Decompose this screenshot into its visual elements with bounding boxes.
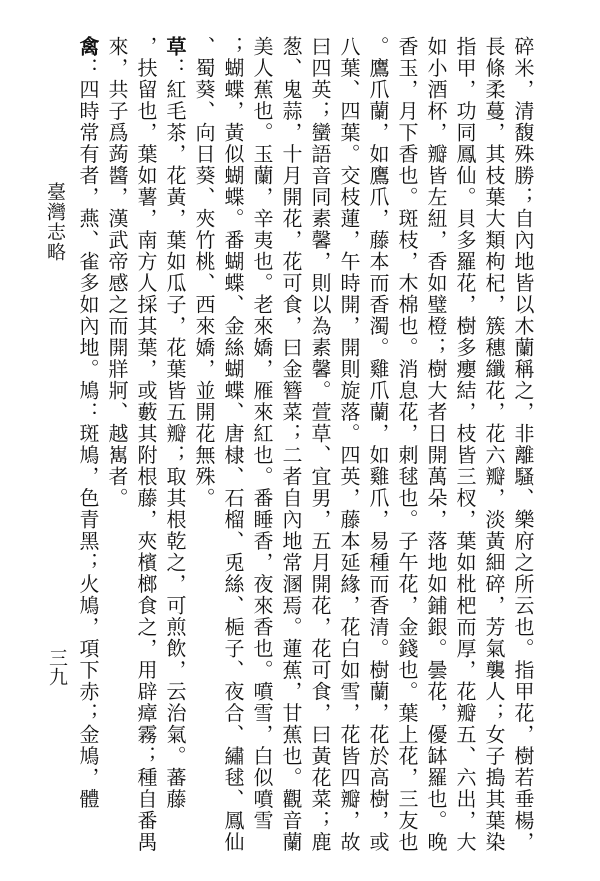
text-column: 葱、鬼蒜，十月開花，花可食，曰金簪菜；二者自內地常溷焉。蓮蕉，甘蕉也。觀音蘭 [279,36,303,853]
text-column: ；蝴蝶，黃似蝴蝶。番蝴蝶、金絲蝴蝶、唐棣、石榴、兎絲、梔子、夜合、繡毬、鳳仙 [221,36,245,853]
text-column: 碎米，清馥殊勝；自內地皆以木蘭稱之，非離騷、樂府之所云也。指甲花，樹若垂楊， [511,36,535,853]
text-column: 來，共子爲蒟醬，漢武帝感之而開牂牁、越嶲者。 [105,36,129,509]
text-column: 美人蕉也。玉蘭，辛夷也。老來嬌，雁來紅也。番睡香，夜來香也。噴雪，白似噴雪 [250,36,274,832]
text-column: 香玉，月下香也。斑枝，木棉也。消息花，刺毬也。子午花，金錢也。葉上花，三友也 [395,36,419,853]
text-column: 指甲，功同鳳仙。貝多羅花，樹多癭結，枝皆三杈，葉如枇杷而厚，花瓣五、六出，大 [453,36,477,853]
page-number: 三九 [46,648,68,686]
text-column: 如小酒杯，瓣皆左紐，香如璧橙；樹大者日開萬朵，落地如鋪銀。曇花，優缽羅也。晚 [424,36,448,853]
text-column: 禽：四時常有者，燕、雀多如內地。鳩：斑鳩，色青黑；火鳩，項下赤；金鳩，體 [76,36,100,810]
text-column: 曰四英；蠻語音同素馨，則以為素馨。萱草、宜男，五月開花，花可食，曰黃花菜；鹿 [308,36,332,853]
text-column: 長條柔蔓，其枝葉大類枸杞，簇穗纖花，花六瓣，淡黃細碎，芳氣襲人；女子搗其葉染 [482,36,506,853]
text-column: 八葉、四葉。交枝蓮，午時開，開則旋落。四英，藤本延緣，花白如雪，花皆四瓣，故 [337,36,361,853]
text-column: 草：紅毛茶，花黃，葉如瓜子，花葉皆五瓣；取其根乾之，可煎飲，云治氣。蕃藤 [163,36,187,810]
text-column: 。鷹爪蘭，如鷹爪，藤本而香濁。雞爪蘭，如雞爪，易種而香清。樹蘭，花於高樹，或 [366,36,390,853]
text-column: 、蜀葵、向日葵、夾竹桃、西來嬌，並開花無殊。 [192,36,216,509]
text-column: ，扶留也，葉如薯，南方人採其葉，或藪其附根藤，夾檳榔食之，用辟瘴霧；種自番禺 [134,36,158,853]
running-title: 臺灣志略 [44,182,66,262]
